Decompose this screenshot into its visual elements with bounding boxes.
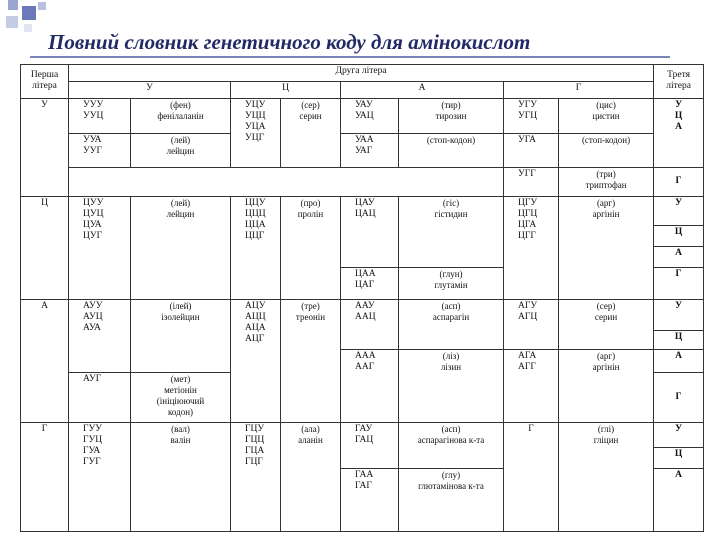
second-letter-c: Ц [231, 81, 341, 98]
codon-cell: УГУ УГЦ [504, 98, 559, 134]
codon-cell: ЦУУ ЦУЦ ЦУА ЦУГ [69, 196, 131, 299]
second-letter-a: А [341, 81, 504, 98]
amino-acid-cell: (глун) глутамін [399, 268, 504, 299]
codon-cell: ААУ ААЦ [341, 299, 399, 349]
second-letter-g: Г [504, 81, 654, 98]
third-letter-cell: А [654, 247, 704, 268]
codon-cell: УУУ УУЦ [69, 98, 131, 134]
third-letter-cell: Ц [654, 448, 704, 469]
amino-acid-cell: (три) триптофан [559, 167, 654, 196]
amino-acid-cell: (асп) аспарагін [399, 299, 504, 349]
codon-cell: УГГ [504, 167, 559, 196]
third-letter-cell: У [654, 299, 704, 330]
amino-acid-cell: (ліз) лізин [399, 349, 504, 422]
amino-acid-cell: (вал) валін [131, 423, 231, 532]
amino-acid-cell: (ілей) ізолейцин [131, 299, 231, 372]
third-letter-cell: У [654, 196, 704, 225]
third-letter-cell: Ц [654, 330, 704, 349]
codon-cell: ГАА ГАГ [341, 469, 399, 532]
amino-acid-cell: (про) пролін [281, 196, 341, 299]
first-letter-a: А [21, 299, 69, 423]
codon-cell: ГАУ ГАЦ [341, 423, 399, 469]
third-letter-cell: У Ц А [654, 98, 704, 167]
amino-acid-cell: (сер) серин [281, 98, 341, 167]
third-letter-cell: А [654, 349, 704, 372]
codon-cell: АУУ АУЦ АУА [69, 299, 131, 372]
codon-cell: УЦУ УЦЦ УЦА УЦГ [231, 98, 281, 167]
amino-acid-cell: (арг) аргінін [559, 196, 654, 299]
amino-acid-cell: (ала) аланін [281, 423, 341, 532]
amino-acid-cell: (стоп-кодон) [559, 134, 654, 168]
first-letter-header: Перша літера [21, 65, 69, 99]
codon-cell: УГА [504, 134, 559, 168]
amino-acid-cell: (фен) фенілаланін [131, 98, 231, 134]
codon-cell: ЦГУ ЦГЦ ЦГА ЦГГ [504, 196, 559, 299]
amino-acid-cell: (тре) треонін [281, 299, 341, 423]
page-title: Повний словник генетичного коду для амінокислот [48, 30, 531, 54]
third-letter-cell: Ц [654, 226, 704, 247]
codon-cell: АГУ АГЦ [504, 299, 559, 349]
codon-cell: АУГ [69, 372, 131, 422]
codon-cell: Г [504, 423, 559, 532]
first-letter-g: Г [21, 423, 69, 532]
empty-cell [69, 167, 504, 196]
codon-table-container [20, 64, 703, 532]
amino-acid-cell: (гіс) гістидин [399, 196, 504, 267]
third-letter-cell: Г [654, 372, 704, 422]
third-letter-cell: У [654, 423, 704, 448]
title-underline [30, 56, 670, 58]
amino-acid-cell: (сер) серин [559, 299, 654, 349]
codon-cell: АЦУ АЦЦ АЦА АЦГ [231, 299, 281, 423]
codon-cell: АГА АГГ [504, 349, 559, 422]
first-letter-c: Ц [21, 196, 69, 299]
codon-cell: ГЦУ ГЦЦ ГЦА ГЦГ [231, 423, 281, 532]
amino-acid-cell: (глу) глютамінова к-та [399, 469, 504, 532]
third-letter-cell: Г [654, 167, 704, 196]
codon-cell: ЦАА ЦАГ [341, 268, 399, 299]
amino-acid-cell: (лей) лейцин [131, 196, 231, 299]
codon-cell: УУА УУГ [69, 134, 131, 168]
third-letter-cell: Г [654, 268, 704, 299]
third-letter-cell: А [654, 469, 704, 532]
codon-cell: УАУ УАЦ [341, 98, 399, 134]
codon-cell: ЦАУ ЦАЦ [341, 196, 399, 267]
third-letter-header: Третя літера [654, 65, 704, 99]
amino-acid-cell: (глі) гліцин [559, 423, 654, 532]
codon-cell: ААА ААГ [341, 349, 399, 422]
amino-acid-cell: (мет) метіонін (ініціюючий кодон) [131, 372, 231, 422]
amino-acid-cell: (тир) тирозин [399, 98, 504, 134]
amino-acid-cell: (лей) лейцин [131, 134, 231, 168]
codon-table [20, 64, 704, 532]
second-letter-u: У [69, 81, 231, 98]
codon-cell: УАА УАГ [341, 134, 399, 168]
amino-acid-cell: (асп) аспарагінова к-та [399, 423, 504, 469]
second-letter-header: Друга літера [69, 65, 654, 82]
first-letter-u: У [21, 98, 69, 196]
codon-cell: ЦЦУ ЦЦЦ ЦЦА ЦЦГ [231, 196, 281, 299]
codon-cell: ГУУ ГУЦ ГУА ГУГ [69, 423, 131, 532]
amino-acid-cell: (арг) аргінін [559, 349, 654, 422]
amino-acid-cell: (стоп-кодон) [399, 134, 504, 168]
amino-acid-cell: (цис) цистин [559, 98, 654, 134]
